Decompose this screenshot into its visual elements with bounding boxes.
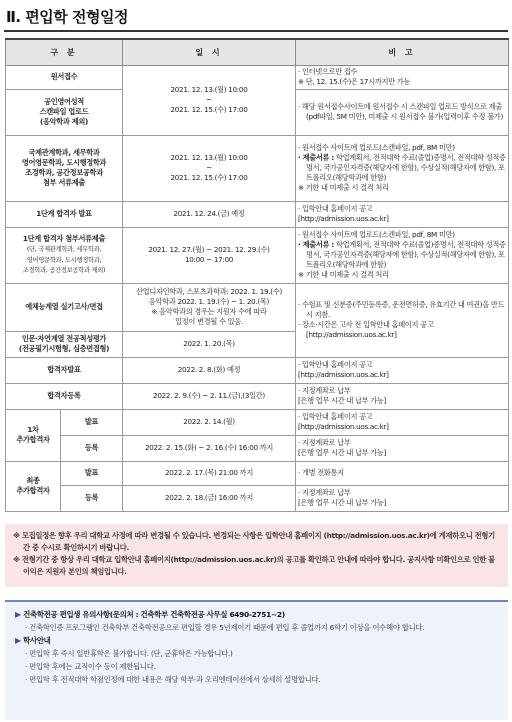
note-line: · 개별 전화통지 (298, 468, 344, 478)
note-line: · 지정계좌로 납부 (298, 488, 351, 498)
note-line: [http://admission.uos.ac.kr] (298, 214, 389, 223)
page-title: Ⅱ. 편입학 전형일정 (6, 8, 128, 26)
heading-text: 건축학전공 편입생 유의사항(문의처 : 건축학부 건축학전공 사무실 6490-2751~2) (23, 610, 285, 619)
note-line: · 수험표 및 신분증(주민등록증, 운전면허증, 유효기간 내 여권)을 반드시 지참. (298, 300, 505, 320)
note-line: · 원서접수 사이트에 업로드(스캔파일, pdf, 8M 미만) (298, 230, 455, 240)
note-label: · 제출서류 : (298, 153, 334, 163)
table-row (6, 485, 509, 511)
academic-guide-heading (15, 634, 498, 648)
note-line: · 입학안내 홈페이지 공고 (298, 204, 373, 214)
note-line: · 장소·시간은 고사 전 입학안내 홈페이지 공고 [http://admission.uos.ac.kr] (298, 320, 434, 339)
row-stage1-docs-date (123, 227, 296, 283)
date-text: 산업디자인학과, 스포츠과학과: 2022. 1. 19.(수) 음악학과 2022. 1. 19.(수) ~ 1. 20.(목) ※ 음악학과의 경우는 지원자 수에 따라 일정이 변경될 수 있음. (136, 287, 282, 326)
row-stage1-docs-note (296, 227, 509, 283)
row-stage1-result-note (296, 201, 509, 227)
note-line: · 지정계좌로 납부 (298, 438, 351, 448)
triangle-bullet-icon: ▶ (15, 636, 21, 646)
row-english-upload-label (6, 89, 123, 135)
table-row (6, 383, 509, 409)
table-row (6, 135, 509, 201)
note-line: · 입학안내 홈페이지 공고 (298, 360, 373, 370)
guide-item: · 편입학 후 즉시 일반휴학은 불가합니다. (단, 군휴학은 가능합니다.) (25, 649, 233, 659)
cat-text: 1차 추가합격자 (16, 425, 50, 444)
row-first-additional-announce-date: 2022. 2. 14.(월) (123, 409, 296, 435)
row-application-note (296, 65, 509, 89)
row-stage1-result-label: 1단계 합격자 발표 (6, 201, 123, 227)
row-final-result-label: 합격자발표 (6, 357, 123, 383)
table-row (6, 283, 509, 331)
note-line: [은행 업무 시간 내 납부 가능] (298, 448, 387, 457)
note-line: ※ 기한 내 미제출 시 결격 처리 (298, 269, 389, 279)
table-row (6, 65, 509, 89)
row-application-date (123, 65, 296, 135)
note-line: [http://admission.uos.ac.kr] (298, 422, 389, 431)
note-line: ※ 기한 내 미제출 시 결격 처리 (298, 182, 389, 192)
row-first-additional-register-date: 2022. 2. 15.(화) ~ 2. 16.(수) 16:00 까지 (123, 435, 296, 461)
table-row (6, 227, 509, 283)
table-row (6, 357, 509, 383)
row-practical-exam-note (296, 283, 509, 357)
table-row (6, 461, 509, 485)
cat-text: 인문·자연계열 전공적성평가 (전공필기시험형, 심층면접형) (18, 334, 110, 353)
row-dept-docs-note (296, 135, 509, 201)
architecture-guide-heading (15, 608, 498, 622)
note-line (298, 153, 506, 183)
row-final-additional-announce-note (296, 461, 509, 485)
row-first-additional-register-note (296, 435, 509, 461)
row-final-additional-register-label: 등록 (61, 485, 123, 511)
row-dept-docs-date (123, 135, 296, 201)
row-first-additional-announce-note (296, 409, 509, 435)
row-first-additional-announce-label: 발표 (61, 409, 123, 435)
notice-paragraph: ※ 모집일정은 향후 우리 대학교 사정에 따라 변경될 수 있습니다. 변경되는 사항은 입학안내 홈페이지 (http://admission.uos.ac.kr)에 게재하오니 전형기간 중 수시로 확인하시기 바랍니다. (13, 531, 495, 553)
row-final-additional-register-note (296, 485, 509, 511)
date-text: 2021. 12. 27.(월) ~ 2021. 12. 29.(수) 10:00 ~ 17:00 (148, 245, 270, 264)
row-final-additional-announce-label: 발표 (61, 461, 123, 485)
note-line: · 원서접수 사이트에 업로드(스캔파일, pdf, 8M 미만) (298, 143, 455, 153)
guide-item: · 건축학인증 프로그램인 건축학부 건축학전공으로 편입할 경우 5년제이기 때문에 편입 후 졸업까지 6학기 이상을 이수해야 합니다. (25, 622, 425, 632)
heading-text: 학사안내 (23, 636, 51, 646)
guidance-box (5, 600, 508, 720)
row-final-additional-label (6, 461, 61, 511)
row-final-result-date: 2022. 2. 8.(화) 예정 (123, 357, 296, 383)
note-line: ※ 단, 12. 15.(수)은 17시까지만 가능 (298, 77, 411, 86)
row-stage1-docs-label (6, 227, 123, 283)
date-text: 2021. 12. 13.(월) 10:00 ~ 2021. 12. 15.(수) 17:00 (170, 153, 248, 182)
row-practical-exam-date (123, 283, 296, 331)
row-final-result-note (296, 357, 509, 383)
notice-paragraph: ※ 전형기간 중 항상 우리 대학교 입학안내 홈페이지(http://admission.uos.ac.kr)의 공고를 확인하고 안내에 따라야 합니다. 공지사항 미확인으로 인한 불이익은 지원자 본인의 책임입니다. (13, 555, 495, 577)
guide-item: · 편입학 후 전적대학 학점인정에 대한 내용은 해당 학부·과 오리엔테이션에서 상세히 설명합니다. (25, 674, 321, 684)
row-application-label: 원서접수 (6, 65, 123, 89)
row-registration-date: 2022. 2. 9.(수) ~ 2. 11.(금),(3일간) (123, 383, 296, 409)
triangle-bullet-icon: ▶ (15, 610, 21, 619)
header-remarks: 비 고 (296, 39, 509, 65)
row-final-additional-announce-date: 2022. 2. 17.(목) 21:00 까지 (123, 461, 296, 485)
note-text: 학업계획서, 전적대학 수료(졸업)증명서, 전적대학 성적증명서, 국가공인자격증(해당자에 한함), 수상실적(해당자에 한함), 포트폴리오(해당학과에 한함) (306, 153, 506, 182)
row-aptitude-date: 2022. 1. 20.(목) (123, 331, 296, 357)
note-line: [은행 업무 시간 내 납부 가능] (298, 396, 387, 405)
row-aptitude-label (6, 331, 123, 357)
note-line: [은행 업무 시간 내 납부 가능] (298, 498, 387, 507)
note-text: 학업계획서, 전적대학 수료(졸업)증명서, 전적대학 성적증명서, 국가공인자격증(해당자에 한함), 수상실적(해당자에 한함), 포트폴리오(해당학과에 한함) (306, 240, 506, 269)
table-row (6, 201, 509, 227)
row-first-additional-label (6, 409, 61, 461)
title-divider (4, 30, 508, 32)
schedule-notice-box (5, 524, 508, 587)
note-label: · 제출서류 : (298, 240, 334, 250)
cat-subtext: (단, 국제관계학과, 세무학과, 영어영문학과, 도시행정학과, 조경학과, 공간정보공학과 제외) (22, 245, 106, 275)
row-practical-exam-label: 예체능계열 실기고사/면접 (6, 283, 123, 331)
cat-text: 1단계 합격자 첨부서류제출 (22, 234, 106, 243)
note-line: · 입학안내 홈페이지 공고 (298, 412, 373, 422)
table-row (6, 409, 509, 435)
note-line: · 해당 원서접수사이트에 원서접수 시 스캔파일 업로드 방식으로 제출(pdf파일, 5M 미만), 미제출 시 원서접수 불가(입력이후 수정 불가) (298, 102, 503, 121)
note-line (298, 240, 506, 270)
note-line: · 인터넷으로만 접수 (298, 67, 358, 77)
note-line: [http://admission.uos.ac.kr] (298, 370, 389, 379)
cat-text: 공인영어성적 스캔파일 업로드 (음악학과 제외) (39, 97, 89, 126)
row-dept-docs-label (6, 135, 123, 201)
row-english-upload-note (296, 89, 509, 135)
header-datetime: 일 시 (123, 39, 296, 65)
note-line: · 지정계좌로 납부 (298, 386, 351, 396)
row-registration-label: 합격자등록 (6, 383, 123, 409)
cat-text: 최종 추가합격자 (16, 476, 50, 495)
cat-text: 국제관계학과, 세무학과 영어영문학과, 도시행정학과 조경학과, 공간정보공학과 첨부 서류제출 (21, 148, 107, 187)
schedule-table (5, 38, 509, 512)
row-first-additional-register-label: 등록 (61, 435, 123, 461)
table-row (6, 435, 509, 461)
row-stage1-result-date: 2021. 12. 24.(금) 예정 (123, 201, 296, 227)
table-header-row (6, 39, 509, 65)
date-text: 2021. 12. 13.(월) 10:00 ~ 2021. 12. 15.(수) 17:00 (170, 85, 248, 114)
guide-item: · 편입학 후에는 교직이수 등이 제한됩니다. (25, 661, 156, 671)
header-category: 구 분 (6, 39, 123, 65)
row-registration-note (296, 383, 509, 409)
row-final-additional-register-date: 2022. 2. 18.(금) 16:00 까지 (123, 485, 296, 511)
